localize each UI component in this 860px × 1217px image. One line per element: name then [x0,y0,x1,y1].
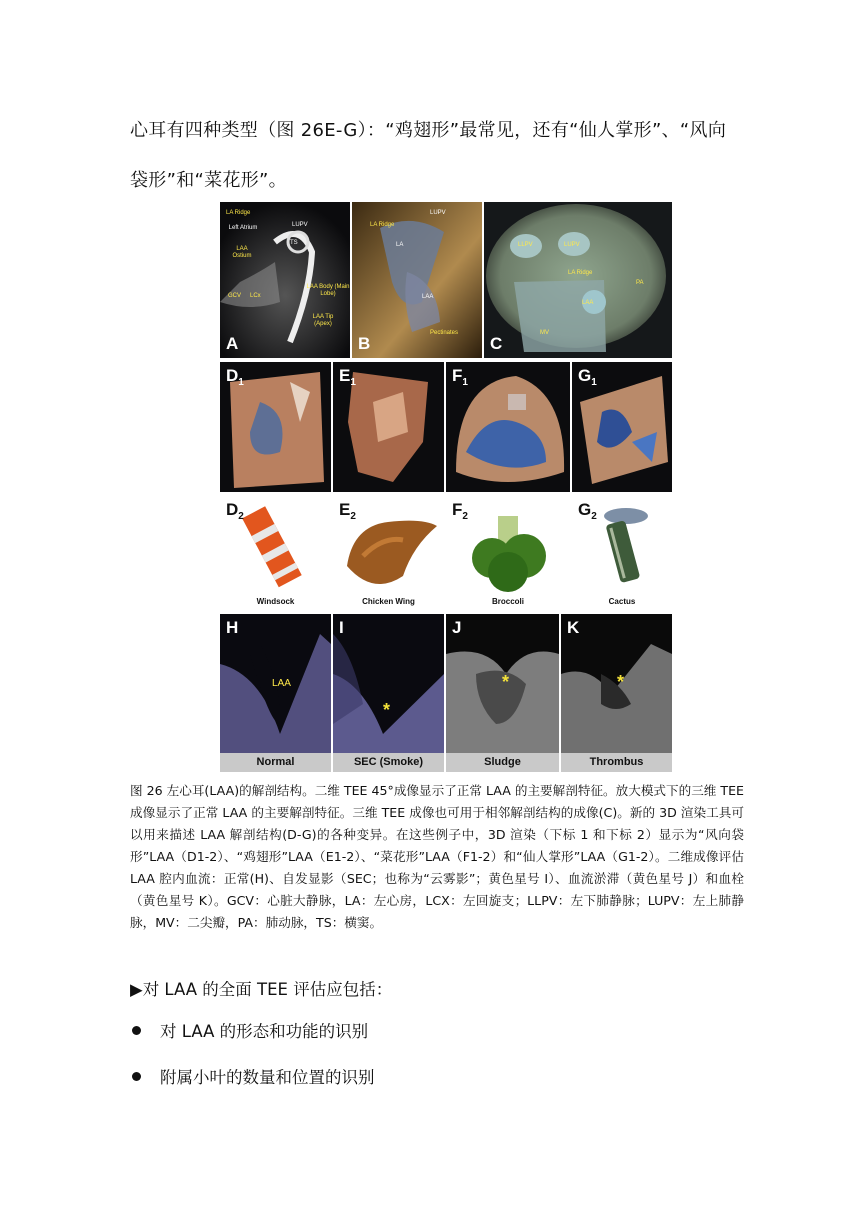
panel-d1-render [220,362,331,492]
panel-j-echo [446,614,559,772]
label-llpv: LLPV [518,242,533,248]
panel-letter: $D_1$ [226,366,244,388]
asterisk-marker: * [502,672,510,692]
panel-letter: K [567,618,580,637]
panel-letter: I [339,618,344,637]
panel-g2-photo [572,496,672,610]
panel-e2-photo [333,496,444,610]
bullet-item [132,1018,368,1042]
label-laa: LAA [272,678,291,689]
label-laa-tip: LAA Tip (Apex) [312,314,334,327]
panel-letter: $D_2$ [226,500,244,522]
panel-i-echo [333,614,444,772]
bullet-item [132,1064,375,1088]
label-la-ridge: LA Ridge [568,270,593,276]
panel-c-image [484,202,672,358]
panel-letter: $F_1$ [452,366,468,388]
echo-image [333,614,444,772]
panel-letter: C [490,334,503,353]
label-lcx: LCx [250,293,261,299]
label-ts: TS [290,240,298,246]
panel-letter: B [358,334,371,353]
panel-letter: $E_2$ [339,500,356,522]
label-lupv: LUPV [430,210,446,216]
label-pa: PA [636,280,644,286]
label-gcv: GCV [228,293,242,299]
panel-f1-render [446,362,570,492]
label-laa: LAA [422,294,434,300]
asterisk-marker: * [383,700,391,720]
panel-a-2d-tee [220,202,350,358]
echo-label: Thrombus [561,753,672,772]
panel-letter: $G_1$ [578,366,597,388]
section-heading: ▶对 LAA 的全面 TEE 评估应包括： [130,980,393,999]
asterisk-marker: * [617,672,625,692]
panel-h-echo [220,614,331,772]
label-mv: MV [540,330,549,336]
panel-b-3d-tee [352,202,482,358]
bullet-text: 对 LAA 的形态和功能的识别 [160,1022,369,1041]
label-laa-body: LAA Body (Main Lobe) [306,284,350,297]
photo-label: Chicken Wing [362,597,415,606]
label-laa: LAA [582,300,594,306]
bullet-dot-icon [132,1072,141,1081]
panel-g1-render [572,362,672,492]
bullet-text: 附属小叶的数量和位置的识别 [160,1068,375,1087]
photo-label: Windsock [256,597,295,606]
intro-paragraph: 心耳有四种类型（图 26E-G）：“鸡翅形”最常见，还有“仙人掌形”、“风向袋形”和“菜花形”。 [130,120,727,191]
label-left-atrium: Left Atrium [228,225,258,231]
label-pectinates: Pectinates [430,330,459,336]
panel-letter: $F_2$ [452,500,468,522]
panel-letter: A [226,334,239,353]
panel-letter: $G_2$ [578,500,597,522]
photo-label: Broccoli [491,597,524,606]
panel-d2-photo [220,496,331,610]
label-lupv: LUPV [292,222,308,228]
panel-f2-photo [446,496,570,610]
echo-label: Normal [220,753,331,772]
echo-label: Sludge [446,753,559,772]
panel-c-3d-adjacent [484,202,672,358]
label-la-ridge: LA Ridge [226,210,251,216]
panel-letter: J [452,618,462,637]
figure-caption: 图 26 左心耳(LAA)的解剖结构。二维 TEE 45°成像显示了正常 LAA 的主要解剖特征。放大模式下的三维 TEE 成像显示了正常 LAA 的主要解剖特征。三维 TEE 成像也可用于相邻解剖结构的成像(C)。新的 3D 渲染工具可以用来描述 LAA 解剖结构(D-G)的各种变异。在这些例子中，3D 渲染（下标 1 和下标 2）显示为“风向袋形”LAA（D1-2）、“鸡翅形”LAA（E1-2）、“菜花形”LAA（F1-2）和“仙人掌形”LAA（G1-2）。二维成像评估 LAA 腔内血流：正常(H)、自发显影（SEC；也称为“云雾影”；黄色星号 I）、血流淤滞（黄色星号 J）和血栓（黄色星号 K）。GCV：心脏大静脉，LA：左心房，LCX：左回旋支；LLPV：左下肺静脉；LUPV：左上肺静脉，MV：二尖瓣，PA：肺动脉，TS：横窦。 [130,783,744,930]
echo-label: SEC (Smoke) [333,753,444,772]
echo-image [446,614,559,772]
label-laa-ostium: LAA Ostium [232,246,252,259]
label-lupv: LUPV [564,242,580,248]
photo-label: Cactus [608,597,636,606]
panel-letter: $E_1$ [339,366,356,388]
panel-e1-render [333,362,444,492]
bullet-dot-icon [132,1026,141,1035]
panel-letter: H [226,618,239,637]
panel-k-echo [561,614,672,772]
label-la: LA [396,242,404,248]
laa-anatomy-figure [220,202,672,772]
label-la-ridge: LA Ridge [370,222,395,228]
